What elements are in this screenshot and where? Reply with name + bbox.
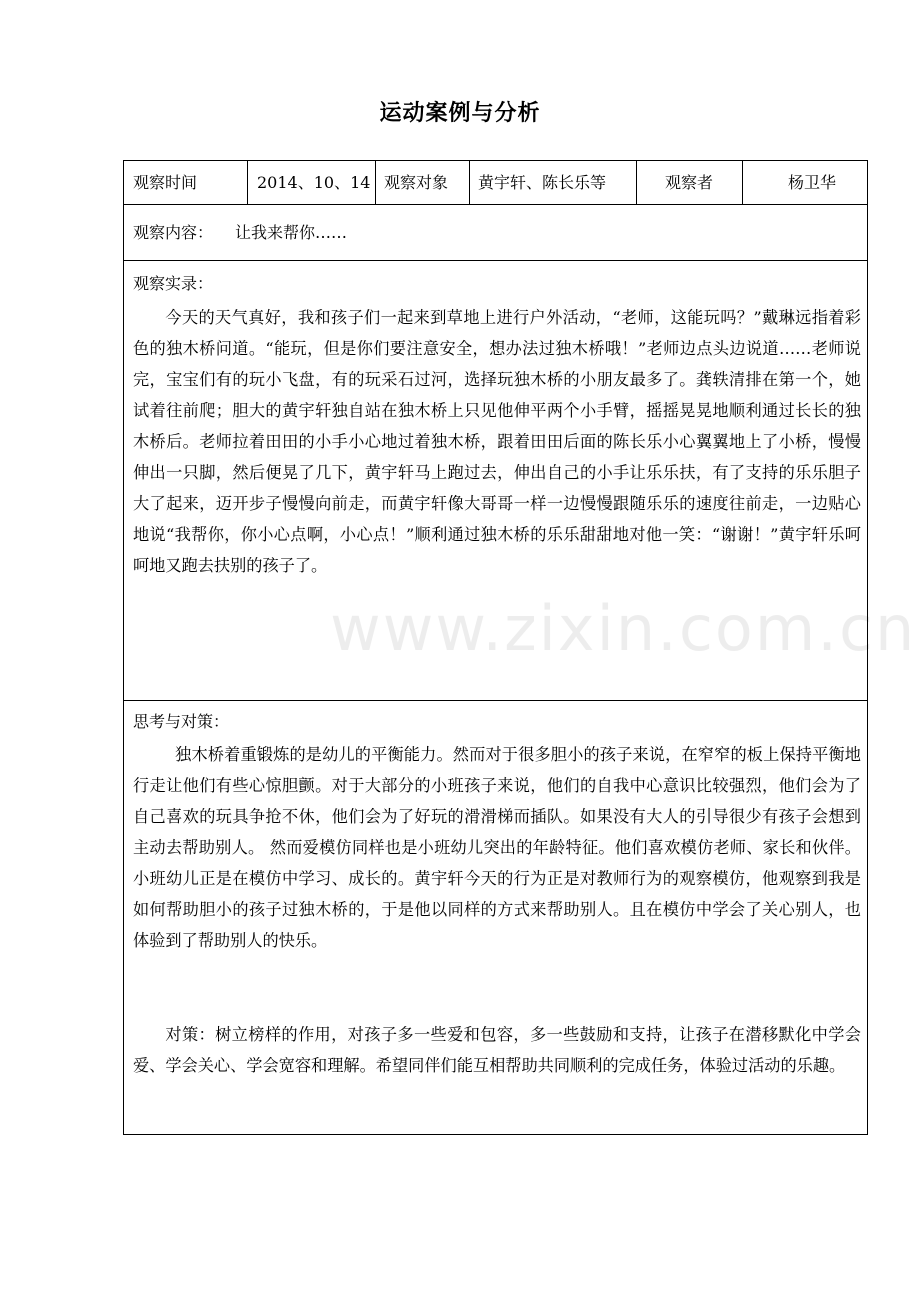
record-label: 观察实录： [133, 274, 214, 293]
subject-label: 观察对象 [384, 173, 449, 192]
divider [636, 161, 637, 204]
strategy-paragraph: 对策：树立榜样的作用，对孩子多一些爱和包容，多一些鼓励和支持，让孩子在潜移默化中学会爱、学会关心、学会宽容和理解。希望同伴们能互相帮助共同顺利的完成任务，体验过活动的乐趣。 [133, 1025, 861, 1075]
reflection-section [124, 701, 867, 1134]
reflection-paragraph: 独木桥着重锻炼的是幼儿的平衡能力。然而对于很多胆小的孩子来说，在窄窄的板上保持平衡地行走让他们有些心惊胆颤。对于大部分的小班孩子来说，他们的自我中心意识比较强烈，他们会为了自己喜欢的玩具争抢不休，他们会为了好玩的滑滑梯而插队。如果没有大人的引导很少有孩子会想到主动去帮助别人。 然而爱模仿同样也是小班幼儿突出的年龄特征。他们喜欢模仿老师、家长和伙伴。小班幼儿正是在模仿中学习、成长的。黄宇轩今天的行为正是对教师行为的观察模仿，他观察到我是如何帮助胆小的孩子过独木桥的，于是他以同样的方式来帮助别人。且在模仿中学会了关心别人，也体验到了帮助别人的快乐。 [133, 745, 861, 950]
time-value: 2014、10、14 [257, 173, 371, 192]
divider [742, 161, 743, 204]
observer-value: 杨卫华 [788, 173, 837, 192]
reflection-label: 思考与对策： [133, 712, 230, 731]
watermark: www.zixin.com.cn [330, 592, 917, 665]
record-paragraph: 今天的天气真好，我和孩子们一起来到草地上进行户外活动，“老师，这能玩吗？”戴琳远指着彩色的独木桥问道。“能玩，但是你们要注意安全，想办法过独木桥哦！”老师边点头边说道……老师说完，宝宝们有的玩小飞盘，有的玩采石过河，选择玩独木桥的小朋友最多了。龚轶清排在第一个，她试着往前爬；胆大的黄宇轩独自站在独木桥上只见他伸平两个小手臂，摇摇晃晃地顺利通过长长的独木桥后。老师拉着田田的小手小心地过着独木桥，跟着田田后面的陈长乐小心翼翼地上了小桥，慢慢伸出一只脚，然后便晃了几下，黄宇轩马上跑过去，伸出自己的小手让乐乐扶，有了支持的乐乐胆子大了起来，迈开步子慢慢向前走，而黄宇轩像大哥哥一样一边慢慢跟随乐乐的速度往前走，一边贴心地说“我帮你，你小心点啊，小心点！”顺利通过独木桥的乐乐甜甜地对他一笑：“谢谢！”黄宇轩乐呵呵地又跑去扶别的孩子了。 [133, 308, 861, 575]
time-label: 观察时间 [133, 173, 198, 192]
header-row [124, 161, 867, 204]
observer-label: 观察者 [665, 173, 714, 192]
page-title: 运动案例与分析 [379, 101, 541, 126]
divider [375, 161, 376, 204]
subject-value: 黄宇轩、陈长乐等 [478, 173, 607, 192]
content-value: 让我来帮你…… [235, 223, 348, 242]
divider [247, 161, 248, 204]
content-label: 观察内容： [133, 223, 214, 242]
divider [469, 161, 470, 204]
content-row [124, 205, 867, 260]
